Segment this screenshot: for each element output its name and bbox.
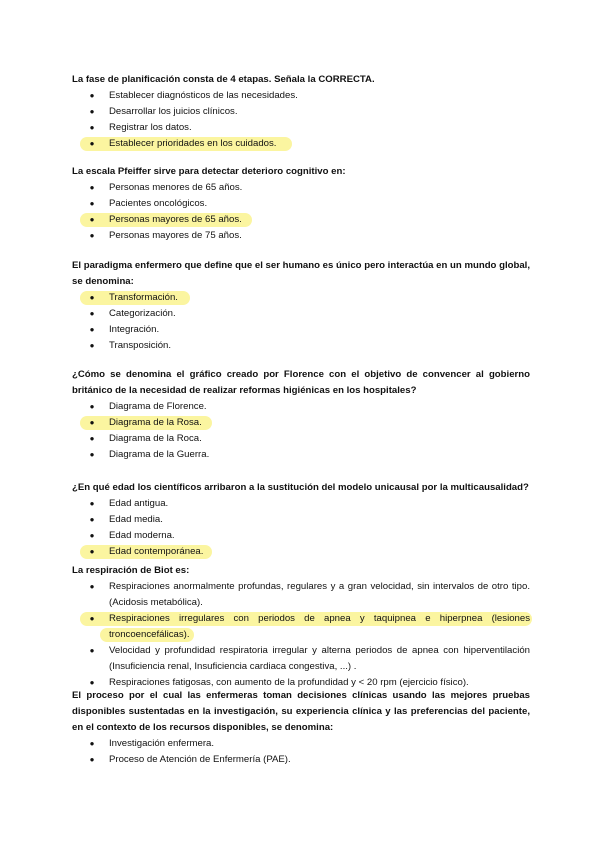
- bullet-icon: ●: [89, 325, 95, 334]
- option-correct: ● Edad contemporánea.: [72, 544, 530, 560]
- question-text: ¿En qué edad los científicos arribaron a la sustitución del modelo unicausal por la multicausalidad?: [72, 482, 529, 493]
- bullet-icon: ●: [89, 515, 95, 524]
- bullet-icon: ●: [89, 678, 95, 687]
- question-7: [72, 688, 530, 768]
- bullet-icon: ●: [89, 215, 95, 224]
- option: ● Respiraciones anormalmente profundas, regulares y a gran velocidad, sin intervalos de otro tipo. (Acidosis metabólica).: [72, 579, 530, 611]
- option: ● Pacientes oncológicos.: [72, 196, 530, 212]
- bullet-icon: ●: [89, 293, 95, 302]
- bullet-icon: ●: [89, 614, 95, 623]
- option: ● Respiraciones fatigosas, con aumento de la profundidad y < 20 rpm (ejercicio físico).: [72, 675, 530, 691]
- option-list: [72, 180, 530, 244]
- bullet-icon: ●: [89, 582, 95, 591]
- bullet-icon: ●: [89, 755, 95, 764]
- bullet-icon: ●: [89, 91, 95, 100]
- option: ● Diagrama de la Roca.: [72, 431, 530, 447]
- bullet-icon: ●: [89, 341, 95, 350]
- question-text: La escala Pfeiffer sirve para detectar deterioro cognitivo en:: [72, 166, 346, 177]
- question-4: [72, 367, 530, 463]
- option-correct: ● Diagrama de la Rosa.: [72, 415, 530, 431]
- bullet-icon: ●: [89, 231, 95, 240]
- bullet-icon: ●: [89, 123, 95, 132]
- bullet-icon: ●: [89, 434, 95, 443]
- option: ● Transposición.: [72, 338, 530, 354]
- bullet-icon: ●: [89, 183, 95, 192]
- option: ● Integración.: [72, 322, 530, 338]
- option-list: [72, 290, 530, 354]
- option: ● Edad media.: [72, 512, 530, 528]
- question-2: [72, 164, 530, 244]
- option: ● Diagrama de Florence.: [72, 399, 530, 415]
- option: ● Registrar los datos.: [72, 120, 530, 136]
- bullet-icon: ●: [89, 402, 95, 411]
- question-5: [72, 480, 530, 560]
- bullet-icon: ●: [89, 739, 95, 748]
- option-list: [72, 579, 530, 691]
- option-correct: ● Establecer prioridades en los cuidados.: [72, 136, 530, 152]
- option: ● Categorización.: [72, 306, 530, 322]
- option: ● Proceso de Atención de Enfermería (PAE).: [72, 752, 530, 768]
- question-1: [72, 72, 530, 152]
- option: ● Edad antigua.: [72, 496, 530, 512]
- question-text: El paradigma enfermero que define que el ser humano es único pero interactúa en un mundo global, se denomina:: [72, 260, 530, 287]
- question-text: La respiración de Biot es:: [72, 565, 190, 576]
- option: ● Diagrama de la Guerra.: [72, 447, 530, 463]
- question-3: [72, 258, 530, 354]
- option-list: [72, 736, 530, 768]
- option: ● Investigación enfermera.: [72, 736, 530, 752]
- question-text: El proceso por el cual las enfermeras toman decisiones clínicas usando las mejores pruebas disponibles sustentadas en la investigación, su experiencia clínica y las preferencias del paciente, en el contexto de los recursos disponibles, se denomina:: [72, 690, 530, 733]
- option: ● Desarrollar los juicios clínicos.: [72, 104, 530, 120]
- option-list: [72, 496, 530, 560]
- bullet-icon: ●: [89, 418, 95, 427]
- bullet-icon: ●: [89, 107, 95, 116]
- option: ● Velocidad y profundidad respiratoria irregular y alterna periodos de apnea con hiperventilación (Insuficiencia renal, Insuficiencia cardiaca congestiva, ...) .: [72, 643, 530, 675]
- bullet-icon: ●: [89, 531, 95, 540]
- bullet-icon: ●: [89, 199, 95, 208]
- option: ● Personas mayores de 75 años.: [72, 228, 530, 244]
- bullet-icon: ●: [89, 646, 95, 655]
- option-correct: ● Respiraciones irregulares con periodos de apnea y taquipnea e hiperpnea (lesiones troncoencefálicas).: [72, 611, 530, 643]
- bullet-icon: ●: [89, 547, 95, 556]
- bullet-icon: ●: [89, 499, 95, 508]
- question-text: La fase de planificación consta de 4 etapas. Señala la CORRECTA.: [72, 74, 375, 85]
- question-6: [72, 563, 530, 691]
- option: ● Establecer diagnósticos de las necesidades.: [72, 88, 530, 104]
- option-list: [72, 399, 530, 463]
- option-correct: ● Transformación.: [72, 290, 530, 306]
- bullet-icon: ●: [89, 450, 95, 459]
- option-correct: ● Personas mayores de 65 años.: [72, 212, 530, 228]
- option-list: [72, 88, 530, 152]
- question-text: ¿Cómo se denomina el gráfico creado por Florence con el objetivo de convencer al gobierno británico de la necesidad de realizar reformas higiénicas en los hospitales?: [72, 369, 530, 396]
- option: ● Edad moderna.: [72, 528, 530, 544]
- bullet-icon: ●: [89, 139, 95, 148]
- bullet-icon: ●: [89, 309, 95, 318]
- option: ● Personas menores de 65 años.: [72, 180, 530, 196]
